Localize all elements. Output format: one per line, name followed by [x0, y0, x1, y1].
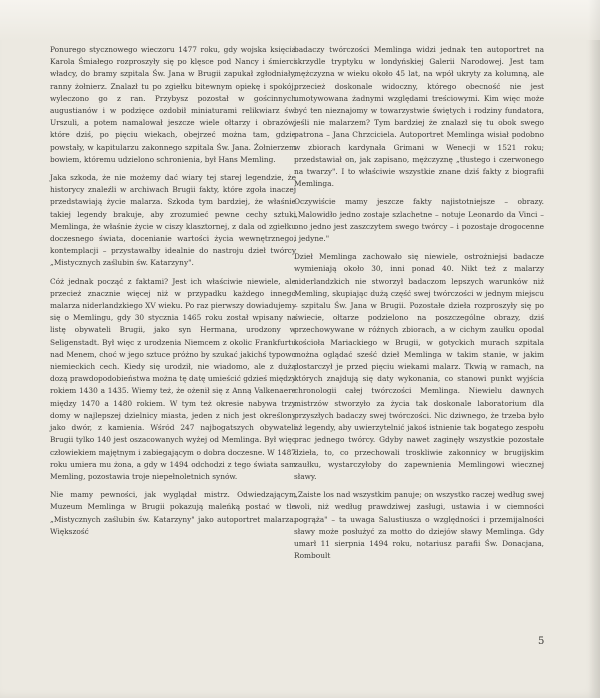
paragraph: Dzieł Memlinga zachowało się niewiele, ostrożniejsi badacze wymieniają około 30, inni ponad 40. Nikt też z malarzy niderlandzkich nie stworzył badaczom lepszych warunków niż Memling, skupiając dużą część swej twórczości w jednym miejscu – szpitalu Św. Jana w Brugii. Pozostałe dzieła rozproszyły się po świecie, ołtarze podzielono na poszczególne obrazy, dziś przechowywane w różnych zbiorach, a w cichym zaułku opodal kościoła Mariackiego w Brugii, w gotyckich murach szpitala można oglądać sześć dzieł Memlinga w takim stanie, w jakim dostarczył je przed pięciu wiekami malarz. Tkwią w ramach, na których znajdują się daty wykonania, co stanowi punkt wyjścia chronologii całej twórczości Memlinga. Niewielu dawnych mistrzów stworzyło za życia tak doskonale laboratorium dla przyszłych badaczy swej twórczości. Nic dziwnego, że trzeba było aż legendy, aby uwierzytelnić jakoś istnienie tak bogatego zespołu prac jednego twórcy. Gdyby nawet zaginęły wszystkie pozostałe dzieła, to, co przechowali troskliwie zakonnicy w brugijskim zaułku, wystarczyłoby do zapewnienia Memlingowi wiecznej sławy. [294, 252, 544, 481]
paragraph: Ponurego stycznowego wieczoru 1477 roku, gdy wojska księcia Karola Śmiałego rozproszyły się po klęsce pod Nancy i śmierci władcy, do bramy szpitala Św. Jana w Brugii zapukał zgłodniały, ranny żołnierz. Znalazł tu po zgiełku bitewnym opiekę i spokój, wyleczono go z ran. Przybysz pozostał w gościnnych augustianów i w podzięce ozdobił miniaturami relikwiarz św. Urszuli, a potem namalował jeszcze wiele ołtarzy i obrazów, które dziś, po pięciu wiekach, obejrzeć można tam, gdzie powstały, w kapitularzu zakonnego szpitala Św. Jana. Żołnierzem bowiem, któremu udzielono schronienia, był Hans Memling. [50, 45, 296, 164]
paragraph: Jaka szkoda, że nie możemy dać wiary tej starej legendzie, że historycy znaleźli w archiwach Brugii fakty, które zgoła inaczej przedstawiają życie malarza. Szkoda tym bardziej, że właśnie takiej legendy brakuje, aby zrozumieć pewne cechy sztuki Memlinga, że właśnie życie w ciszy klasztornej, z dala od zgiełku doczesnego świata, docenianie wartości życia wewnętrznego, kontemplacji – przystawałby idealnie do nastroju dzieł twórcy „Mistycznych zaślubin św. Katarzyny". [50, 173, 296, 268]
paragraph: Nie mamy pewności, jak wyglądał mistrz. Odwiedzającym Muzeum Memlinga w Brugii pokazują maleńką postać w tle „Mistycznych zaślubin św. Katarzyny" jako autoportret malarza. Większość [50, 490, 296, 536]
left-text-column [50, 44, 296, 544]
paragraph: „Zaiste los nad wszystkim panuje; on wszystko raczej według swej woli, niż według prawdziwej zasługi, ustawia i w ciemności pogrąża" – ta uwaga Salustiusza o względności i przemijalności sławy może posłużyć za motto do dziejów sławy Memlinga. Gdy umarł 11 sierpnia 1494 roku, notariusz parafii Św. Donacjana, Romboult [294, 490, 544, 561]
paragraph: Cóż jednak począć z faktami? Jest ich właściwie niewiele, ale przecież znacznie więcej niż w przypadku każdego innego malarza niderlandzkiego XV wieku. Po raz pierwszy dowiadujemy się o Memlingu, gdy 30 stycznia 1465 roku został wpisany na listę obywateli Brugii, jako syn Hermana, urodzony w Seligenstadt. Był więc z urodzenia Niemcem z okolic Frankfurtu nad Menem, choć w jego sztuce próżno by szukać jakichś typowo niemieckich cech. Kiedy się urodził, nie wiadomo, ale z dużą dozą prawdopodobieństwa można tę datę umieścić gdzieś między rokiem 1430 a 1435. Wiemy też, że ożenił się z Anną Valkenaere między 1470 a 1480 rokiem. W tym też okresie nabywa trzy domy w najlepszej dzielnicy miasta, jeden z nich jest określony jako dwór, z kamienia. Wśród 247 najbogatszych obywateli Brugii tylko 140 jest oszacowanych wyżej od Memlinga. Był więc człowiekiem majętnym i zabiegającym o dobra doczesne. W 1487 roku umiera mu żona, a gdy w 1494 odchodzi z tego świata sam Memling, pozostawia troje niepełnoletnich synów. [50, 276, 296, 481]
page-gutter-shadow [588, 0, 600, 698]
paragraph: Oczywiście mamy jeszcze fakty najistotniejsze – obrazy. „Malowidło jedno zostaje szlachetne – notuje Leonardo da Vinci – ono jedno jest zaszczytem swego twórcy – i pozostaje drogocenne i jedyne." [294, 197, 544, 244]
page-number: 5 [538, 636, 545, 647]
page-top-band [0, 0, 600, 40]
right-text-column [294, 44, 544, 568]
paragraph: badaczy twórczości Memlinga widzi jednak ten autoportret na skrzydle tryptyku w londyńskiej Galerii Narodowej. Jest tam mężczyzna w wieku około 45 lat, na wpół ukryty za kolumną, ale przecież doskonale widoczny, którego obecność nie jest umotywowana żadnymi względami treściowymi. Kim więc może być ten nieznajomy w towarzystwie świętych i rodziny fundatora, jeśli nie malarzem? Tym bardziej że znalazł się tu obok swego patrona – Jana Chrzciciela. Autoportret Memlinga wisiał podobno w zbiorach kardynała Grimani w Wenecji w 1521 roku; przedstawiał on, jak zapisano, mężczyznę „tłustego i czerwonego na twarzy". I to właściwie wszystkie znane dziś fakty z biografii Memlinga. [294, 45, 544, 189]
